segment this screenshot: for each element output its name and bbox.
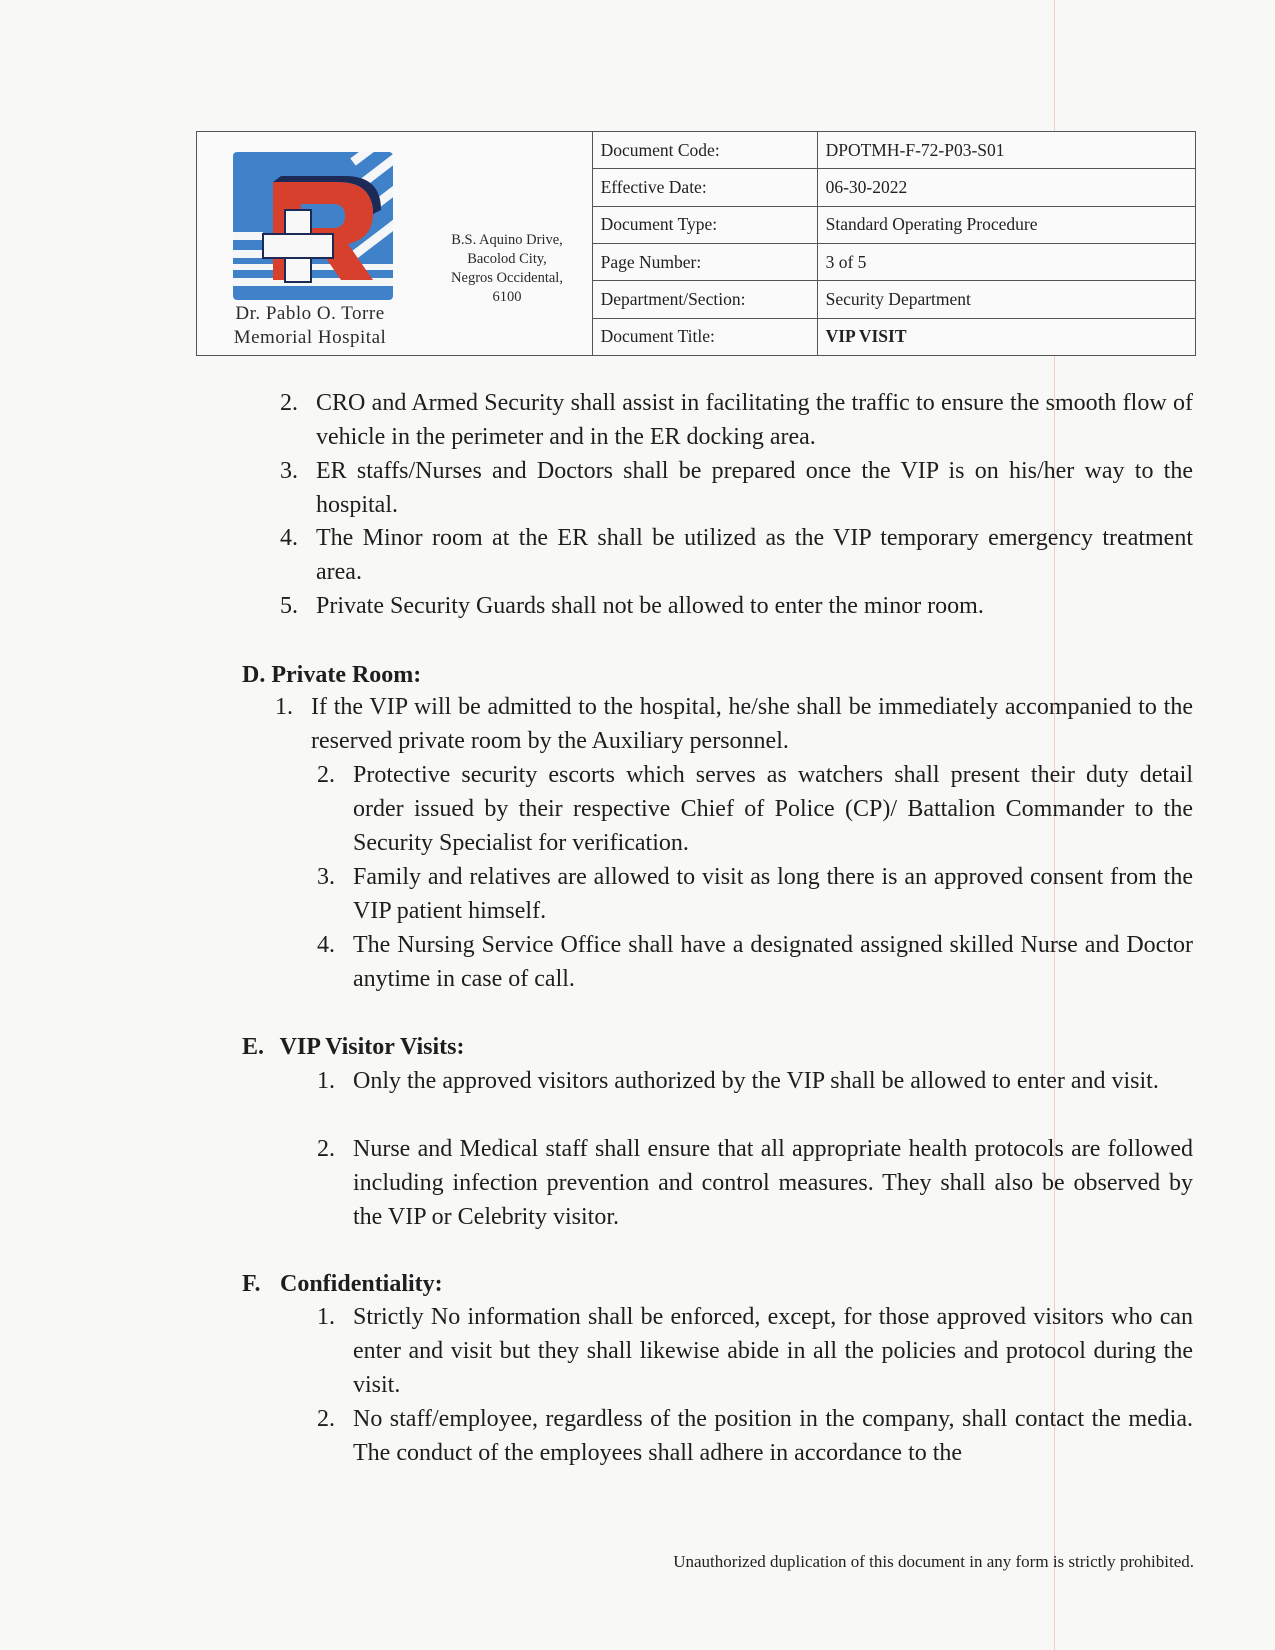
list-text: Strictly No information shall be enforced, except, for those approved visitors who can enter and visit but they shall likewise abide in all the policies and protocol during the visit.: [353, 1304, 1193, 1398]
section-title: VIP Visitor Visits:: [279, 1034, 465, 1060]
document-info-table: [593, 132, 1195, 355]
info-row: [593, 243, 1195, 280]
list-item: [317, 860, 1193, 928]
info-value: Standard Operating Procedure: [817, 206, 1195, 243]
list-text: The Nursing Service Office shall have a designated assigned skilled Nurse and Doctor anytime in case of call.: [353, 932, 1193, 992]
list-number: 2.: [317, 1406, 335, 1432]
info-label: Document Code:: [593, 132, 818, 169]
info-row: [593, 281, 1195, 318]
list-item: [317, 1132, 1193, 1234]
list-item: [280, 521, 1193, 589]
list-number: 2.: [317, 762, 335, 788]
section-heading: [242, 1030, 465, 1064]
info-label: Page Number:: [593, 243, 818, 280]
info-value: Security Department: [817, 281, 1195, 318]
list-text: Only the approved visitors authorized by the VIP shall be allowed to enter and visit.: [353, 1068, 1159, 1094]
list-number: 1.: [317, 1304, 335, 1330]
section-title: Confidentiality:: [280, 1271, 443, 1297]
address-line: Negros Occidental,: [451, 270, 563, 286]
document-title-value: VIP VISIT: [817, 318, 1195, 355]
list-number: 3.: [317, 864, 335, 890]
section-letter: D.: [242, 662, 266, 688]
hospital-identity: [197, 132, 593, 355]
info-value: 06-30-2022: [817, 169, 1195, 206]
info-value: 3 of 5: [817, 243, 1195, 280]
list-text: If the VIP will be admitted to the hospital, he/she shall be immediately accompanied to the reserved private room by the Auxiliary personnel.: [311, 694, 1193, 754]
section-letter: F.: [242, 1271, 261, 1297]
list-number: 3.: [280, 458, 298, 484]
footer-notice: Unauthorized duplication of this document in any form is strictly prohibited.: [673, 1552, 1194, 1571]
list-item: [280, 454, 1193, 522]
list-number: 1.: [275, 694, 293, 720]
list-text: The Minor room at the ER shall be utilized as the VIP temporary emergency treatment area.: [316, 525, 1193, 585]
info-row: [593, 318, 1195, 355]
list-item: [280, 589, 1193, 623]
list-item: [317, 758, 1193, 860]
list-text: ER staffs/Nurses and Doctors shall be prepared once the VIP is on his/her way to the hospital.: [316, 458, 1193, 518]
list-text: Protective security escorts which serves as watchers shall present their duty detail order issued by their respective Chief of Police (CP)/ Battalion Commander to the Security Specialist for verification.: [353, 762, 1193, 856]
list-number: 2.: [317, 1136, 335, 1162]
list-number: 5.: [280, 593, 298, 619]
info-label: Department/Section:: [593, 281, 818, 318]
list-text: Family and relatives are allowed to visit as long there is an approved consent from the VIP patient himself.: [353, 864, 1193, 924]
list-number: 2.: [280, 390, 298, 416]
hospital-logo-icon: [233, 152, 393, 302]
address-line: Bacolod City,: [467, 251, 547, 267]
address-line: B.S. Aquino Drive,: [451, 232, 563, 248]
section-heading: [242, 658, 421, 692]
hospital-name: [197, 302, 423, 350]
list-item: [275, 690, 1193, 758]
list-text: Private Security Guards shall not be allowed to enter the minor room.: [316, 593, 984, 619]
info-row: [593, 206, 1195, 243]
info-label: Effective Date:: [593, 169, 818, 206]
section-title: Private Room:: [271, 662, 422, 688]
section-heading: [242, 1267, 443, 1301]
list-item: [317, 1064, 1193, 1098]
info-value: DPOTMH-F-72-P03-S01: [817, 132, 1195, 169]
document-header: [196, 131, 1196, 356]
hospital-name-line2: Memorial Hospital: [233, 327, 387, 348]
info-row: [593, 169, 1195, 206]
list-number: 4.: [280, 525, 298, 551]
info-row: [593, 132, 1195, 169]
list-item: [317, 1300, 1193, 1402]
list-text: CRO and Armed Security shall assist in facilitating the traffic to ensure the smooth flow of vehicle in the perimeter and in the ER docking area.: [316, 390, 1193, 450]
list-item: [280, 386, 1193, 454]
list-item: [317, 1402, 1193, 1470]
list-text: No staff/employee, regardless of the position in the company, shall contact the media. The conduct of the employees shall adhere in accordance to the: [353, 1406, 1193, 1466]
section-letter: E.: [242, 1034, 265, 1060]
list-item: [317, 928, 1193, 996]
address-line: 6100: [492, 289, 522, 305]
hospital-name-line1: Dr. Pablo O. Torre: [235, 303, 385, 324]
info-label: Document Title:: [593, 318, 818, 355]
list-text: Nurse and Medical staff shall ensure that all appropriate health protocols are followed including infection prevention and control measures. They shall also be observed by the VIP or Celebrity visitor.: [353, 1136, 1193, 1230]
hospital-address: [423, 231, 591, 307]
list-number: 1.: [317, 1068, 335, 1094]
info-label: Document Type:: [593, 206, 818, 243]
list-number: 4.: [317, 932, 335, 958]
